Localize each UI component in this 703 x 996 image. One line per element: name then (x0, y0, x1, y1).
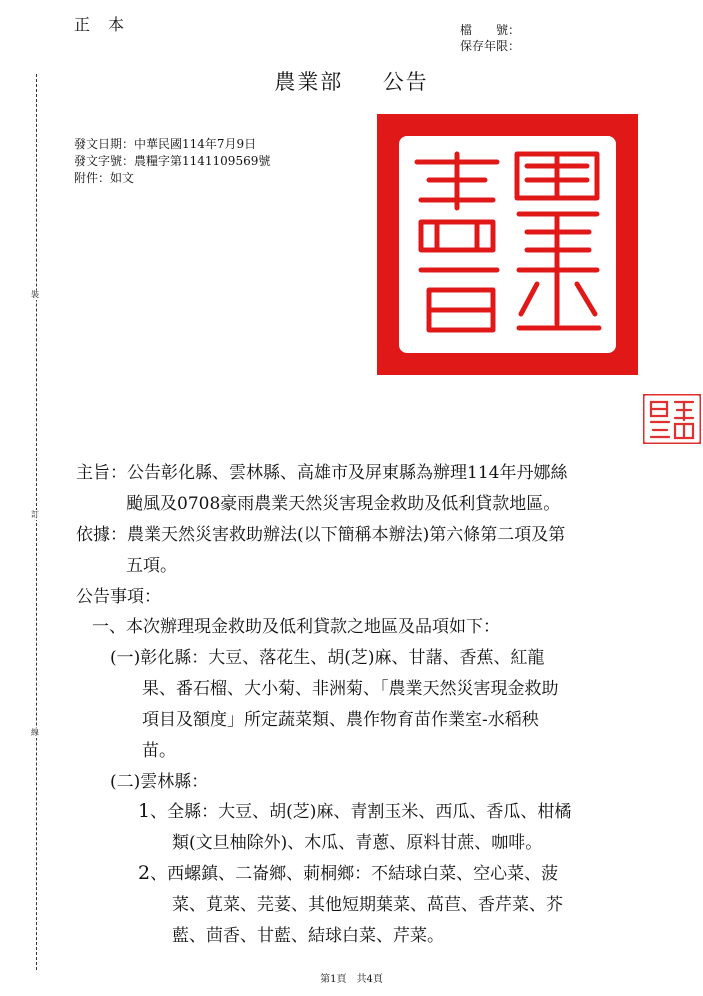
archive-number-label: 檔 號： (460, 23, 521, 37)
retention-period-label: 保存年限： (460, 39, 521, 53)
basis-line: 五項。 (126, 556, 177, 576)
sub-item-line: (一)彰化縣：大豆、落花生、胡(芝)麻、甘藷、香蕉、紅龍 (110, 648, 545, 668)
binding-line (36, 74, 37, 970)
numbered-item-line (138, 859, 558, 884)
sub-item-line: 苗。 (142, 741, 176, 761)
item-number: 2 (138, 862, 151, 884)
announcement-heading: 公告事項： (76, 587, 161, 607)
document-type: 公告 (382, 70, 429, 94)
attachment: 附件：如文 (74, 171, 135, 185)
sub-item-line: 果、番石榴、大小菊、非洲菊、「農業天然災害現金救助 (142, 679, 559, 699)
basis-line: 依據：農業天然災害救助辦法(以下簡稱本辦法)第六條第二項及第 (76, 525, 566, 545)
binding-mark: 裝 (31, 290, 39, 299)
binding-mark: 訂 (31, 510, 39, 519)
item-text: 、西螺鎮、二崙鄉、莿桐鄉：不結球白菜、空心菜、菠 (150, 864, 559, 884)
copy-mark: 正本 (74, 15, 143, 34)
page-title (0, 66, 703, 96)
numbered-item-line: 藍、茴香、甘藍、結球白菜、芹菜。 (172, 926, 444, 946)
numbered-item-line: 菜、莧菜、芫荽、其他短期葉菜、萵苣、香芹菜、芥 (172, 895, 563, 915)
official-seal (377, 114, 638, 375)
small-seal (643, 394, 701, 444)
issue-date: 發文日期：中華民國114年7月9日 (74, 137, 257, 151)
numbered-item-line (138, 797, 571, 822)
subject-line: 主旨：公告彰化縣、雲林縣、高雄市及屏東縣為辦理114年丹娜絲 (76, 463, 568, 483)
sub-item-line: 項目及額度」所定蔬菜類、農作物育苗作業室-水稻秧 (142, 710, 539, 730)
item-number: 1 (138, 800, 151, 822)
announcement-item: 一、本次辦理現金救助及低利貸款之地區及品項如下： (92, 617, 500, 637)
subject-line: 颱風及0708豪雨農業天然災害現金救助及低利貸款地區。 (126, 494, 561, 514)
item-text: 、全縣：大豆、胡(芝)麻、青割玉米、西瓜、香瓜、柑橘 (150, 802, 572, 822)
document-meta (74, 136, 270, 187)
agency-name: 農業部 (274, 70, 344, 94)
page-number: 第1頁 共4頁 (320, 974, 383, 985)
sub-item-heading: (二)雲林縣： (110, 772, 209, 792)
archive-info (460, 22, 520, 54)
document-number: 發文字號：農糧字第1141109569號 (74, 154, 271, 168)
binding-mark: 線 (31, 728, 39, 737)
numbered-item-line: 類(文旦柚除外)、木瓜、青蔥、原料甘蔗、咖啡。 (172, 833, 543, 853)
